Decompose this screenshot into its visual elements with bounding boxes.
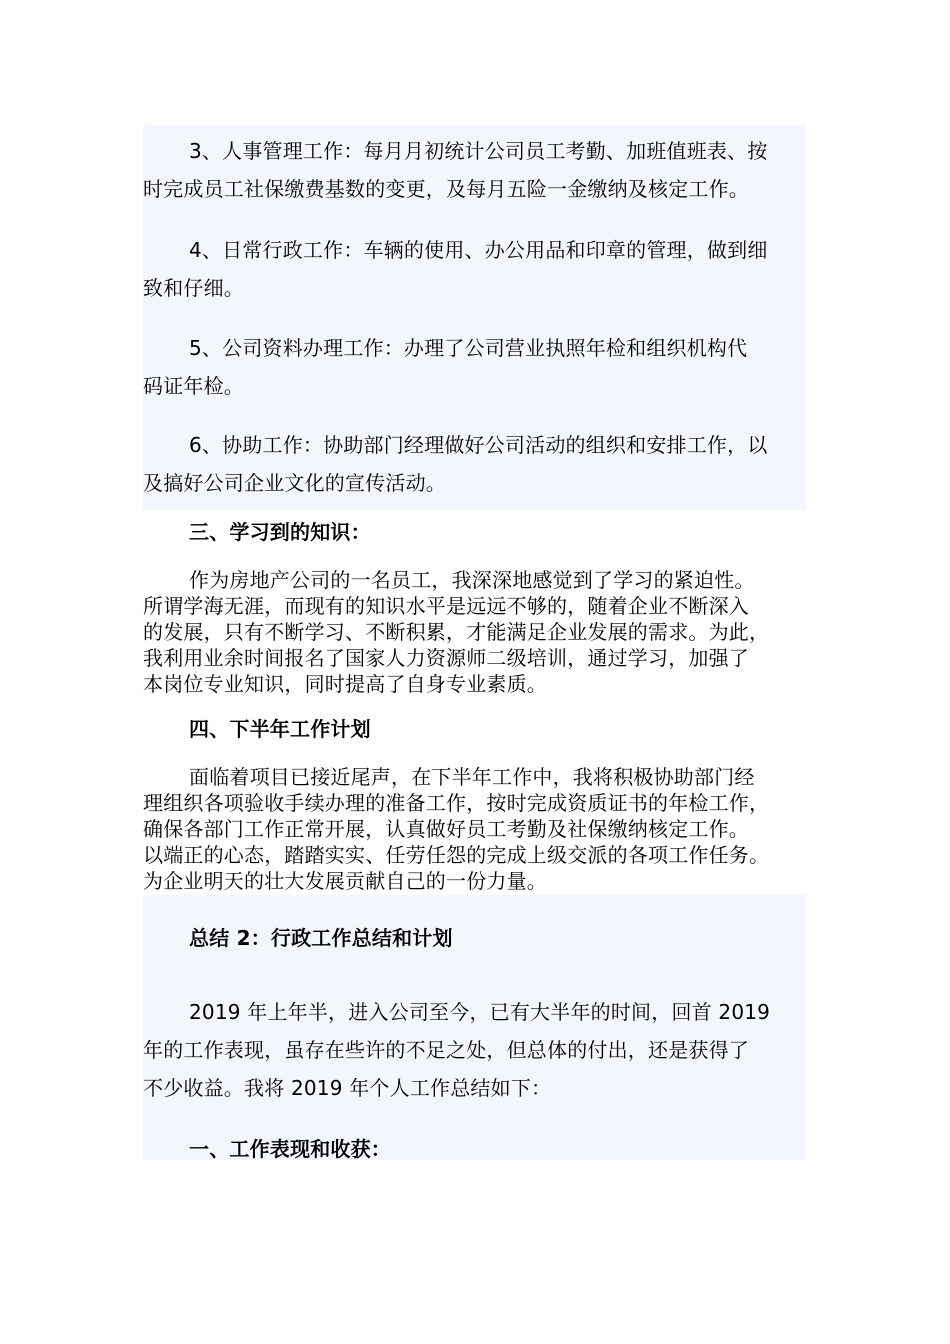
- heading-text: 三、学习到的知识：: [189, 520, 371, 544]
- text-line: 作为房地产公司的一名员工，我深深地感觉到了学习的紧迫性。: [189, 568, 755, 592]
- text-line: 本岗位专业知识，同时提高了自身专业素质。: [143, 672, 547, 696]
- section-heading-study: [143, 519, 371, 545]
- summary-2-title: [143, 925, 453, 951]
- text-line: 理组织各项验收手续办理的准备工作，按时完成资质证书的年检工作，: [143, 791, 770, 815]
- text-line: 不少收益。我将 2019 年个人工作总结如下：: [143, 1076, 552, 1100]
- text-line: 面临着项目已接近尾声，在下半年工作中，我将积极协助部门经: [189, 765, 755, 789]
- text-line: 所谓学海无涯，而现有的知识水平是远远不够的，随着企业不断深入: [143, 594, 749, 618]
- paragraph-item-4: [143, 231, 768, 307]
- text-line: 为企业明天的壮大发展贡献自己的一份力量。: [143, 869, 547, 893]
- section-heading-performance: [143, 1136, 391, 1162]
- text-line: 及搞好公司企业文化的宣传活动。: [143, 471, 446, 495]
- paragraph-study: [143, 567, 769, 697]
- text-line: 码证年检。: [143, 374, 244, 398]
- heading-text: 总结 2：行政工作总结和计划: [189, 926, 453, 950]
- text-line: 4、日常行政工作：车辆的使用、办公用品和印章的管理，做到细: [189, 238, 768, 262]
- text-line: 确保各部门工作正常开展，认真做好员工考勤及社保缴纳核定工作。: [143, 817, 749, 841]
- heading-text: 一、工作表现和收获：: [189, 1137, 391, 1161]
- text-line: 时完成员工社保缴费基数的变更，及每月五险一金缴纳及核定工作。: [143, 177, 749, 201]
- text-line: 的发展，只有不断学习、不断积累，才能满足企业发展的需求。为此，: [143, 620, 770, 644]
- text-line: 我利用业余时间报名了国家人力资源师二级培训，通过学习，加强了: [143, 646, 749, 670]
- text-line: 3、人事管理工作：每月月初统计公司员工考勤、加班值班表、按: [189, 139, 768, 163]
- text-line: 2019 年上年半，进入公司至今，已有大半年的时间，回首 2019: [189, 1000, 771, 1024]
- text-line: 致和仔细。: [143, 276, 244, 300]
- paragraph-plan: [143, 764, 769, 894]
- paragraph-intro: [143, 993, 770, 1107]
- text-line: 以端正的心态，踏踏实实、任劳任怨的完成上级交派的各项工作任务。: [143, 843, 770, 867]
- paragraph-item-3: [143, 132, 768, 208]
- heading-text: 四、下半年工作计划: [189, 717, 371, 741]
- paragraph-item-5: [143, 329, 747, 405]
- paragraph-item-6: [143, 426, 768, 502]
- text-line: 年的工作表现，虽存在些许的不足之处，但总体的付出，还是获得了: [143, 1038, 749, 1062]
- section-heading-plan: [143, 716, 371, 742]
- text-line: 6、协助工作：协助部门经理做好公司活动的组织和安排工作，以: [189, 433, 768, 457]
- text-line: 5、公司资料办理工作：办理了公司营业执照年检和组织机构代: [189, 336, 748, 360]
